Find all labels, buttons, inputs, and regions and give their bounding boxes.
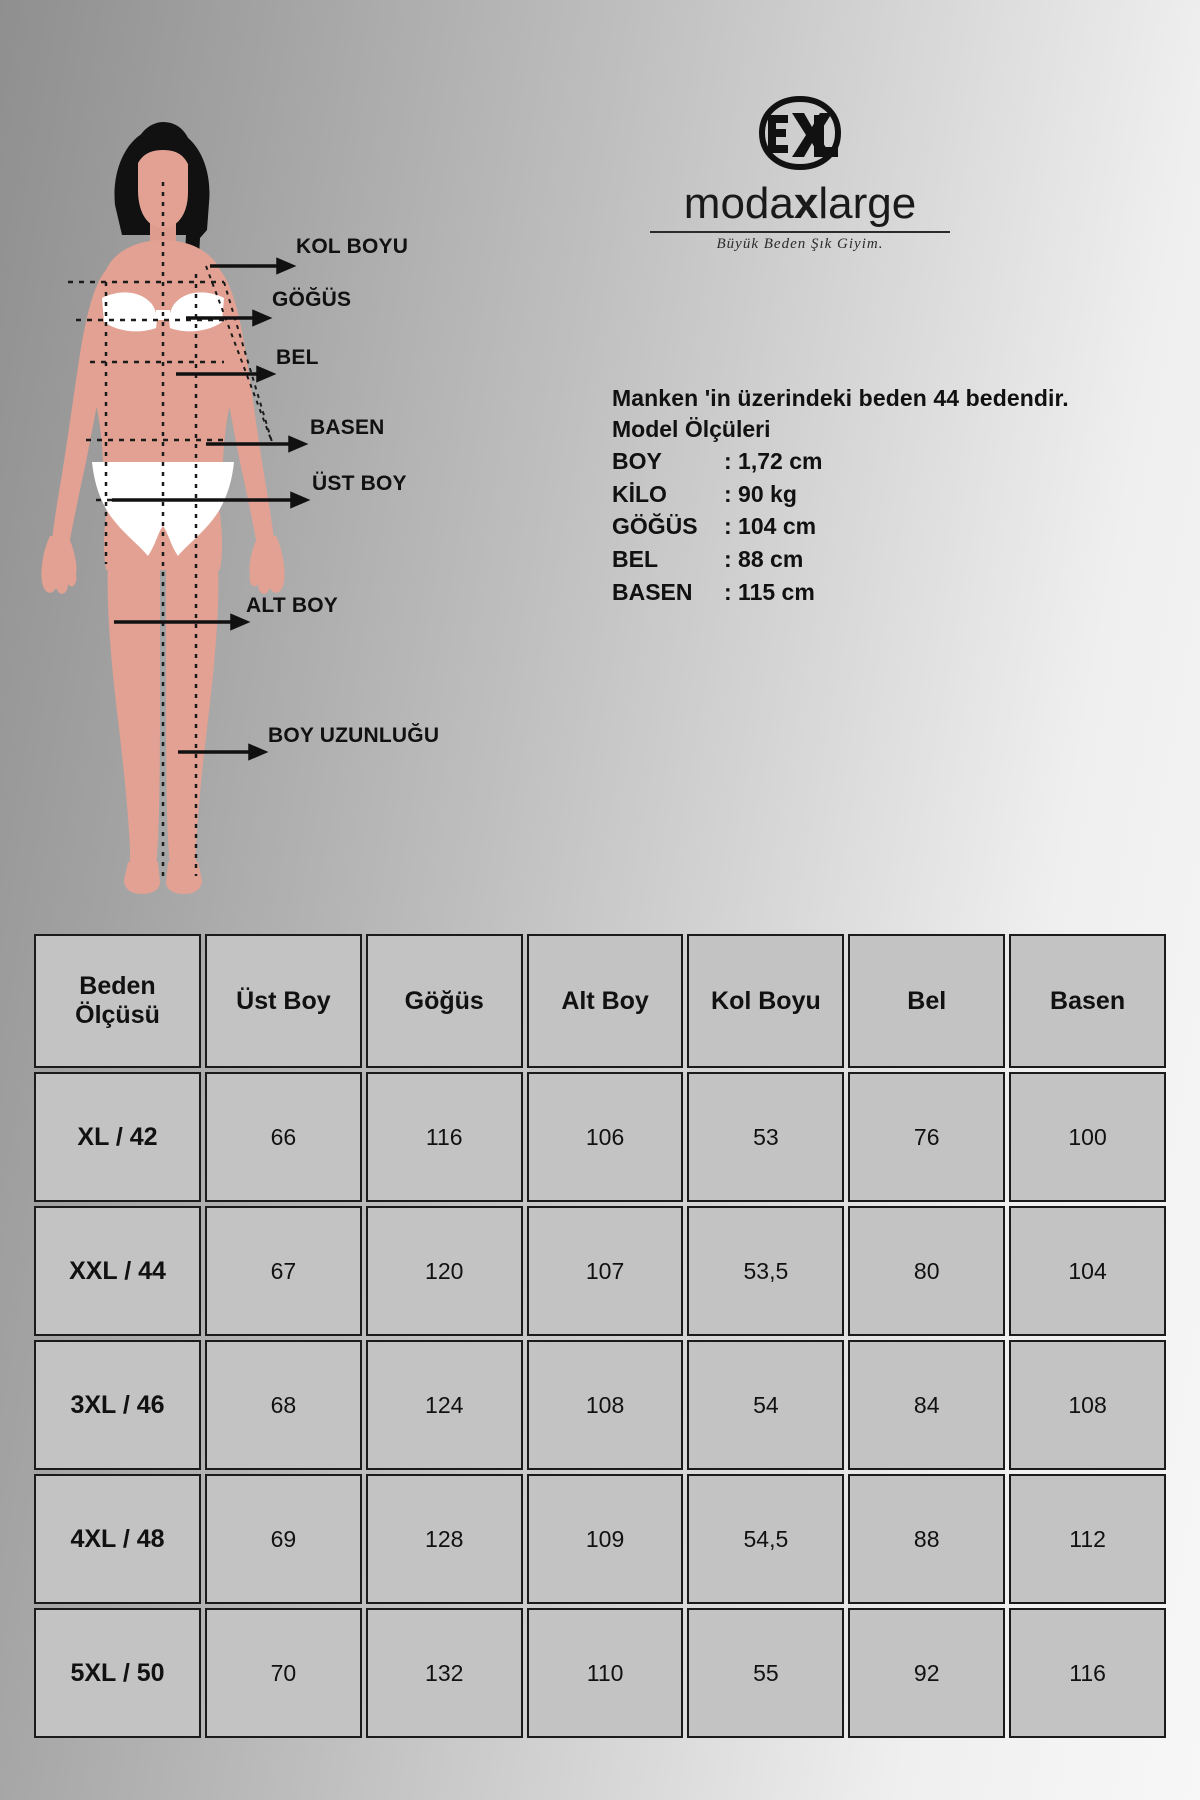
label-ust-boy: ÜST BOY	[312, 472, 407, 495]
model-size-note: Manken 'in üzerindeki beden 44 bedendir.	[612, 385, 1069, 411]
label-basen: BASEN	[310, 416, 385, 439]
model-measurements-title: Model Ölçüleri	[612, 416, 771, 442]
table-row	[34, 1206, 1166, 1336]
model-row-gogus	[612, 510, 1152, 543]
cell-2-2: 108	[527, 1340, 684, 1470]
table-row	[34, 1340, 1166, 1470]
col-header-ust-boy: Üst Boy	[205, 934, 362, 1068]
model-row-basen	[612, 576, 1152, 609]
model-key-kilo: KİLO	[612, 480, 667, 507]
model-row-bel	[612, 543, 1152, 576]
cell-1-2: 107	[527, 1206, 684, 1336]
model-value-gogus: : 104 cm	[724, 513, 817, 540]
cell-2-0: 68	[205, 1340, 362, 1470]
cell-0-0: 66	[205, 1072, 362, 1202]
cell-3-3: 54,5	[687, 1474, 844, 1604]
cell-0-4: 76	[848, 1072, 1005, 1202]
brand-logo	[600, 95, 1000, 253]
modaxlarge-monogram-icon	[752, 95, 848, 173]
label-kol-boyu: KOL BOYU	[296, 235, 409, 258]
cell-size-0: XL / 42	[34, 1072, 201, 1202]
cell-3-4: 88	[848, 1474, 1005, 1604]
mannequin-figure	[10, 70, 530, 920]
cell-2-5: 108	[1009, 1340, 1166, 1470]
cell-4-4: 92	[848, 1608, 1005, 1738]
table-row	[34, 1474, 1166, 1604]
cell-2-4: 84	[848, 1340, 1005, 1470]
model-measurements	[612, 385, 1152, 608]
logo-divider	[650, 231, 950, 233]
model-key-bel: BEL	[612, 545, 658, 572]
table-header-row	[34, 934, 1166, 1068]
brand-tagline: Büyük Beden Şık Giyim.	[716, 236, 884, 252]
model-row-boy	[612, 445, 1152, 478]
cell-size-2: 3XL / 46	[34, 1340, 201, 1470]
model-key-gogus: GÖĞÜS	[612, 513, 698, 540]
cell-1-3: 53,5	[687, 1206, 844, 1336]
cell-1-0: 67	[205, 1206, 362, 1336]
cell-0-5: 100	[1009, 1072, 1166, 1202]
brand-name-part2: large	[818, 179, 917, 228]
cell-3-1: 128	[366, 1474, 523, 1604]
brand-name-part1: moda	[683, 179, 794, 228]
cell-2-1: 124	[366, 1340, 523, 1470]
size-table	[30, 930, 1170, 1742]
col-header-beden-olcusu: Beden Ölçüsü	[34, 934, 201, 1068]
cell-4-0: 70	[205, 1608, 362, 1738]
label-boy-uzunlugu: BOY UZUNLUĞU	[268, 724, 440, 747]
model-value-basen: : 115 cm	[724, 578, 815, 605]
cell-1-5: 104	[1009, 1206, 1166, 1336]
label-alt-boy: ALT BOY	[246, 594, 339, 617]
cell-4-2: 110	[527, 1608, 684, 1738]
model-value-kilo: : 90 kg	[724, 480, 797, 507]
cell-size-1: XXL / 44	[34, 1206, 201, 1336]
model-value-bel: : 88 cm	[724, 545, 804, 572]
cell-0-3: 53	[687, 1072, 844, 1202]
cell-1-4: 80	[848, 1206, 1005, 1336]
col-header-gogus: Göğüs	[366, 934, 523, 1068]
cell-0-1: 116	[366, 1072, 523, 1202]
cell-4-3: 55	[687, 1608, 844, 1738]
model-key-basen: BASEN	[612, 578, 693, 605]
cell-4-1: 132	[366, 1608, 523, 1738]
cell-3-0: 69	[205, 1474, 362, 1604]
body-shape	[41, 122, 284, 894]
label-bel: BEL	[276, 346, 319, 369]
col-header-kol-boyu: Kol Boyu	[687, 934, 844, 1068]
table-row	[34, 1072, 1166, 1202]
cell-2-3: 54	[687, 1340, 844, 1470]
brand-name-x: x	[793, 179, 819, 228]
cell-1-1: 120	[366, 1206, 523, 1336]
col-header-basen: Basen	[1009, 934, 1166, 1068]
figure-svg	[10, 70, 530, 920]
brand-name	[600, 179, 1000, 229]
cell-0-2: 106	[527, 1072, 684, 1202]
col-header-bel: Bel	[848, 934, 1005, 1068]
model-row-kilo	[612, 478, 1152, 511]
cell-3-5: 112	[1009, 1474, 1166, 1604]
table-row	[34, 1608, 1166, 1738]
cell-4-5: 116	[1009, 1608, 1166, 1738]
label-gogus: GÖĞÜS	[272, 288, 352, 311]
model-value-boy: : 1,72 cm	[724, 448, 823, 474]
cell-size-3: 4XL / 48	[34, 1474, 201, 1604]
cell-size-4: 5XL / 50	[34, 1608, 201, 1738]
cell-3-2: 109	[527, 1474, 684, 1604]
model-key-boy: BOY	[612, 448, 662, 474]
col-header-alt-boy: Alt Boy	[527, 934, 684, 1068]
